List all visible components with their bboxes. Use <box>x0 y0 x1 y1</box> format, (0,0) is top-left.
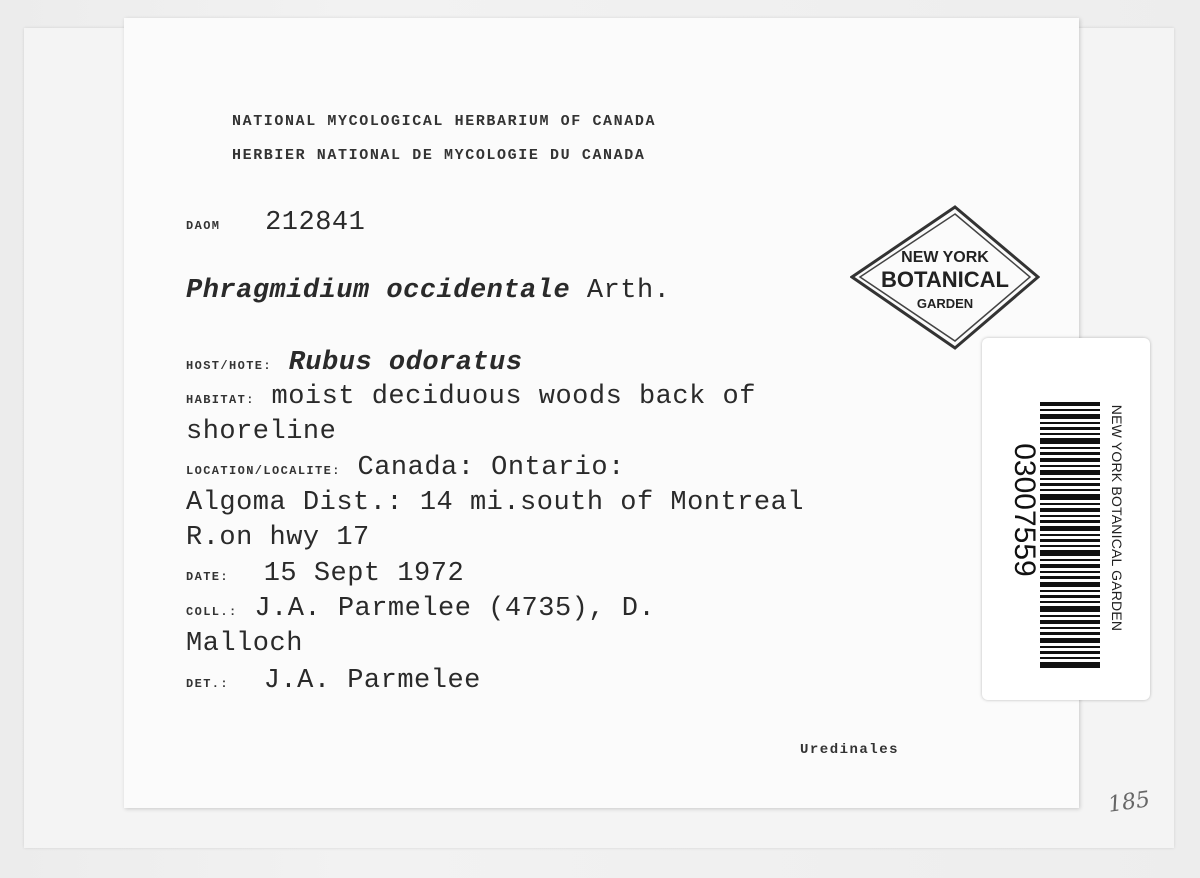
date-value: 15 Sept 1972 <box>263 559 465 589</box>
location-value-3: R.on hwy 17 <box>186 523 370 553</box>
determiner-row <box>186 666 481 696</box>
barcode-org-name: NEW YORK BOTANICAL GARDEN <box>1109 404 1125 632</box>
daom-label: DAOM <box>186 219 221 233</box>
barcode-bars <box>1040 402 1100 670</box>
taxon-row <box>186 276 670 306</box>
header-french: HERBIER NATIONAL DE MYCOLOGIE DU CANADA <box>232 147 646 164</box>
determiner-value: J.A. Parmelee <box>263 666 481 696</box>
location-label: LOCATION/LOCALITE: <box>186 464 341 478</box>
host-label: HOST/HOTE: <box>186 359 273 373</box>
date-label: DATE: <box>186 570 230 584</box>
date-row <box>186 559 464 589</box>
habitat-value-2: shoreline <box>186 417 337 447</box>
habitat-label: HABITAT: <box>186 393 255 407</box>
habitat-value-1: moist deciduous woods back of <box>271 382 756 412</box>
collector-row <box>186 594 655 624</box>
barcode-label <box>982 338 1150 700</box>
determiner-label: DET.: <box>186 677 230 691</box>
collector-value-2: Malloch <box>186 629 303 659</box>
daom-number: 212841 <box>265 208 366 238</box>
taxon-name: Phragmidium occidentale <box>186 276 571 306</box>
stamp-line-3: GARDEN <box>916 296 974 311</box>
location-value-2: Algoma Dist.: 14 mi.south of Montreal <box>186 488 804 518</box>
header-english: NATIONAL MYCOLOGICAL HERBARIUM OF CANADA <box>232 113 657 130</box>
barcode-number: 03007559 <box>1008 443 1041 577</box>
collector-label: COLL.: <box>186 605 238 619</box>
collector-value-1: J.A. Parmelee (4735), D. <box>254 594 656 624</box>
habitat-row <box>186 382 756 412</box>
specimen-label <box>124 18 1079 808</box>
daom-row <box>186 208 365 238</box>
stamp-line-2: BOTANICAL <box>881 267 1009 292</box>
location-row <box>186 453 625 483</box>
nybg-stamp <box>850 205 1040 350</box>
host-value: Rubus odoratus <box>288 348 523 378</box>
taxon-author: Arth. <box>586 276 671 306</box>
stamp-line-1: NEW YORK <box>901 249 989 266</box>
order-label: Uredinales <box>800 742 900 758</box>
host-row <box>186 348 523 378</box>
pencil-annotation: 185 <box>1106 787 1152 818</box>
location-value-1: Canada: Ontario: <box>357 453 625 483</box>
